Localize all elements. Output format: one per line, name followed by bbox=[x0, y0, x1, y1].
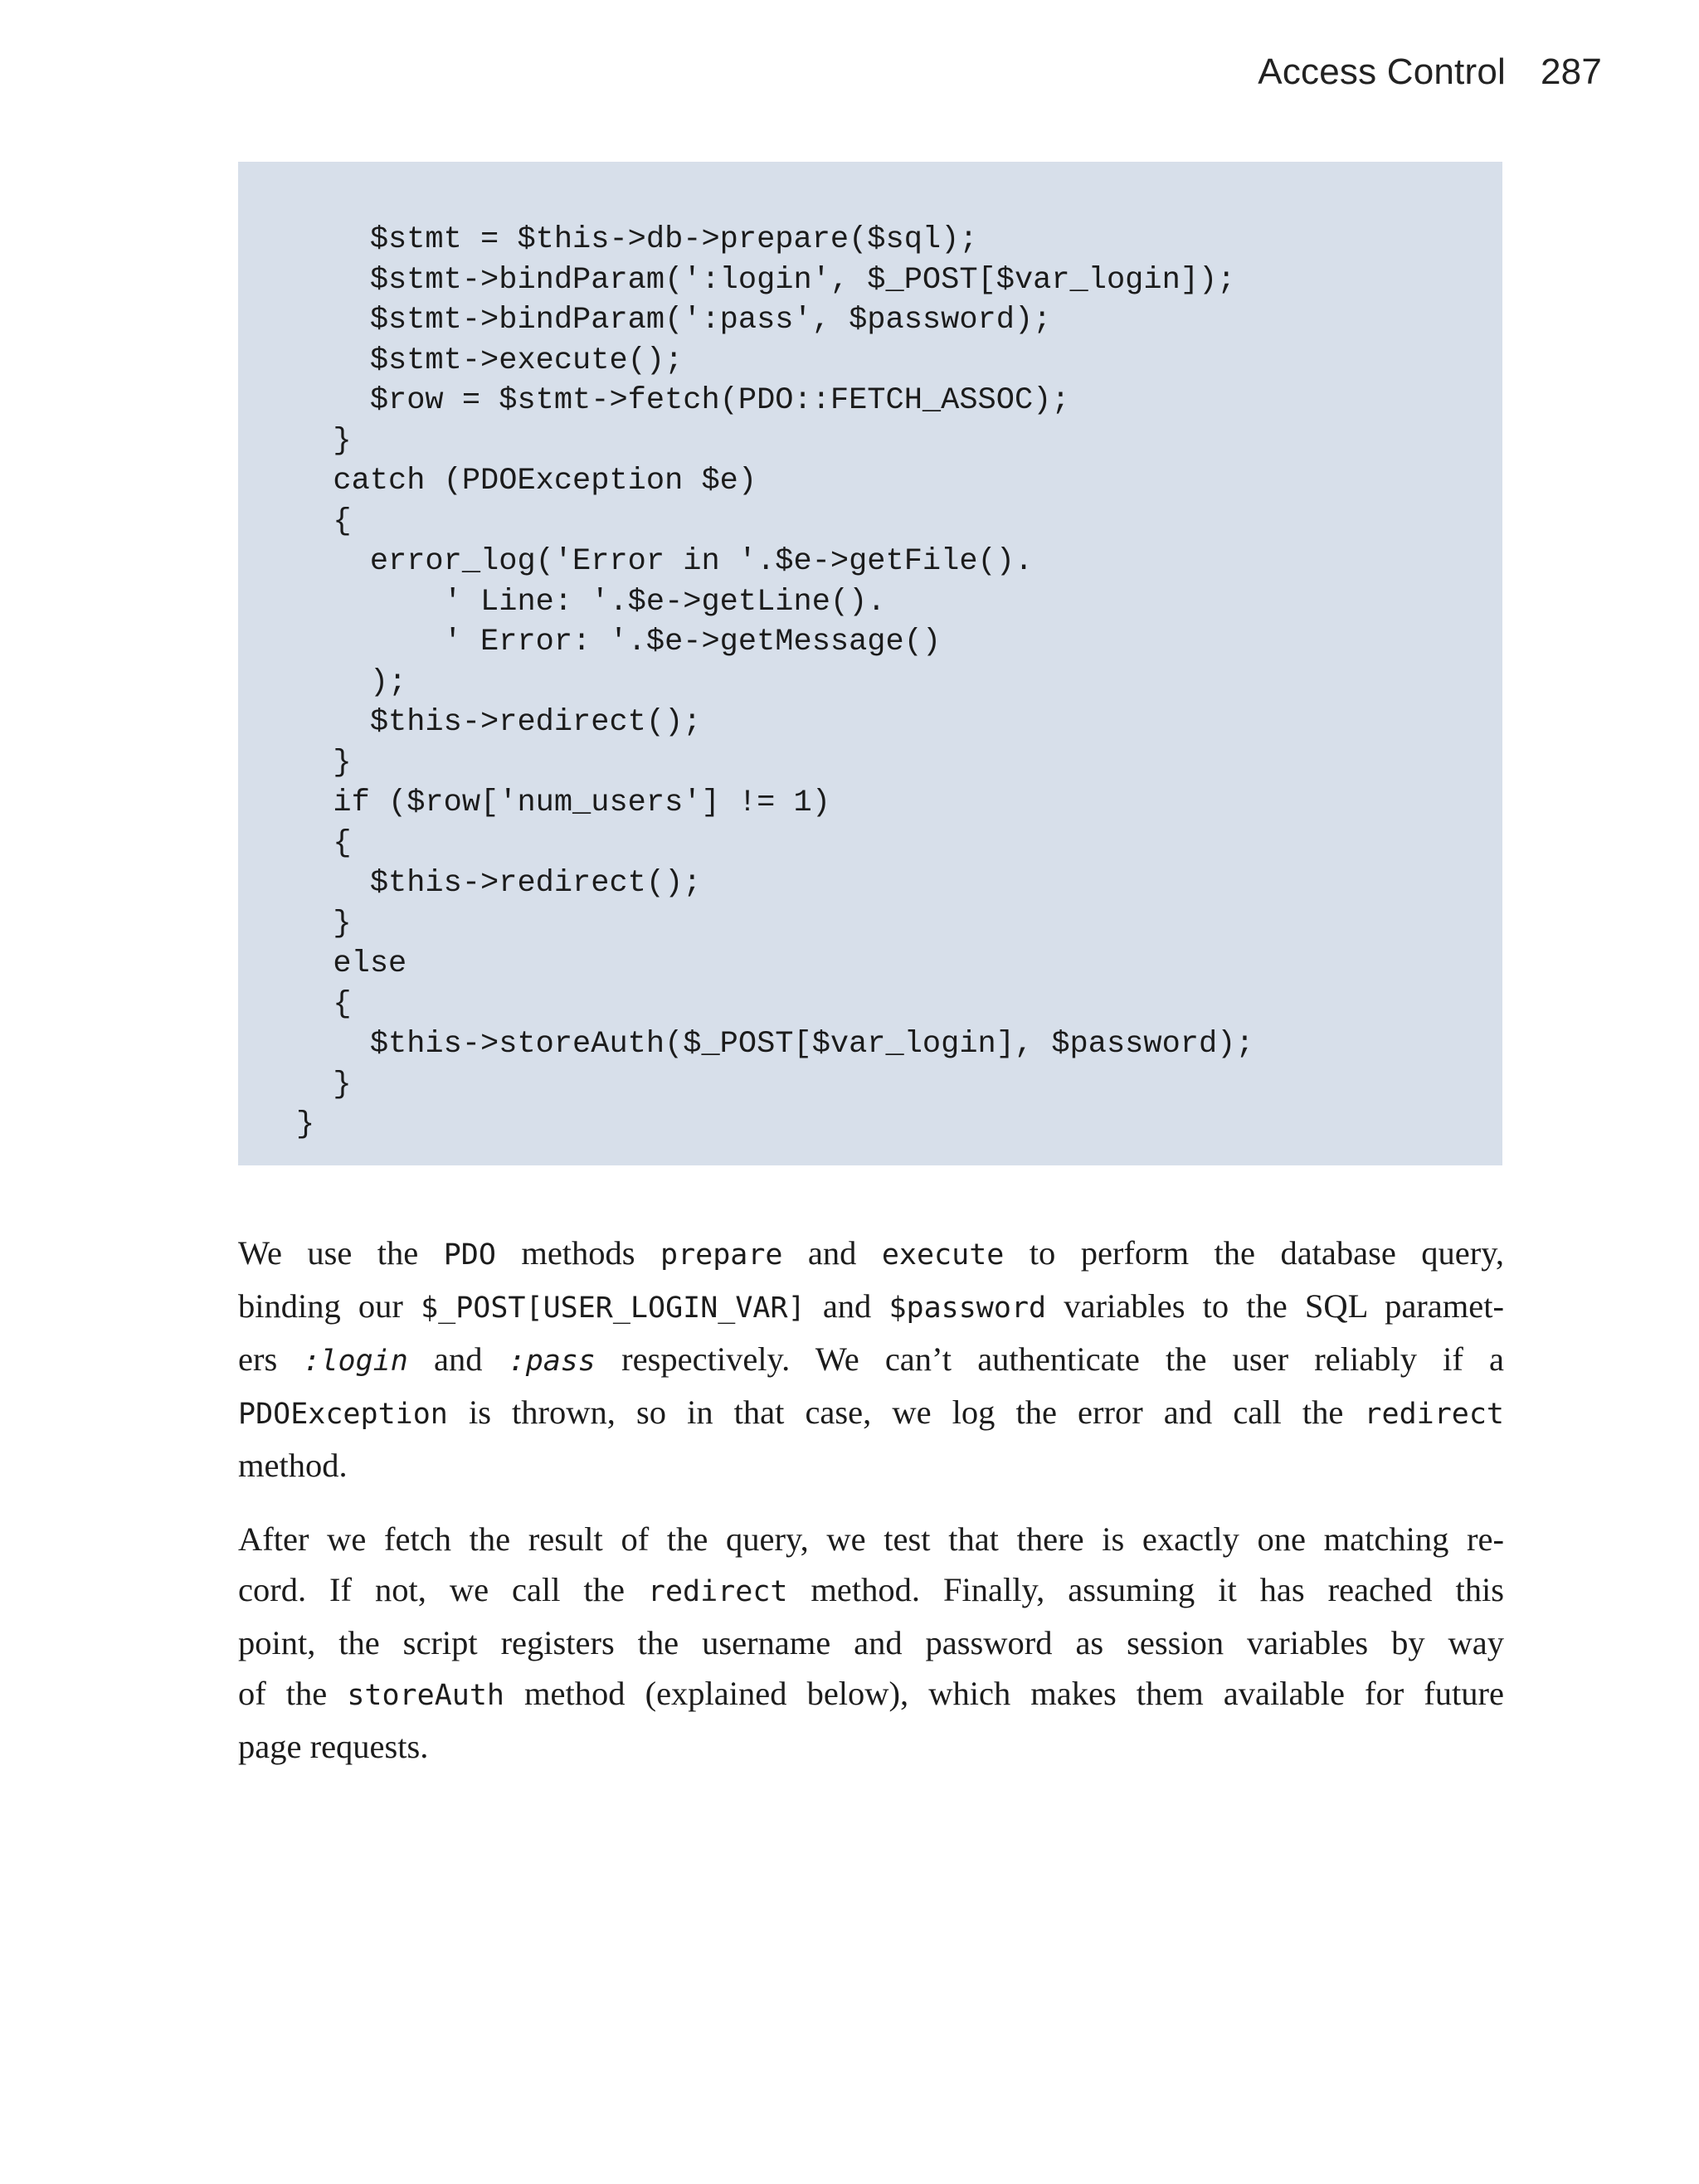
running-header bbox=[1258, 51, 1602, 93]
paragraph-line bbox=[238, 1564, 1504, 1617]
inline-code: storeAuth bbox=[347, 1679, 504, 1712]
page-number: 287 bbox=[1540, 51, 1602, 92]
code-line: ); bbox=[296, 664, 407, 700]
text-run: and bbox=[407, 1340, 509, 1378]
text-run: binding our bbox=[238, 1287, 421, 1325]
code-line: if ($row['num_users'] != 1) bbox=[296, 786, 830, 820]
code-line: $stmt->bindParam(':pass', $password); bbox=[296, 303, 1052, 338]
inline-code-italic: :login bbox=[303, 1345, 408, 1378]
paragraph-line bbox=[238, 1334, 1504, 1387]
inline-code: $password bbox=[888, 1291, 1047, 1325]
code-line: } bbox=[296, 745, 352, 781]
inline-code: redirect bbox=[647, 1575, 788, 1608]
code-listing bbox=[238, 162, 1502, 1165]
code-line: $row = $stmt->fetch(PDO::FETCH_ASSOC); bbox=[296, 383, 1070, 418]
text-run: to perform the database query, bbox=[1004, 1234, 1504, 1272]
code-line: catch (PDOException $e) bbox=[296, 464, 757, 499]
text-run: methods bbox=[495, 1234, 660, 1272]
text-run: and bbox=[805, 1287, 889, 1325]
paragraph-line bbox=[238, 1228, 1504, 1281]
paragraph-line bbox=[238, 1668, 1504, 1721]
inline-code: prepare bbox=[660, 1238, 783, 1272]
inline-code: PDOException bbox=[238, 1398, 448, 1431]
text-run: method (explained below), which makes them available for future bbox=[504, 1675, 1505, 1712]
inline-code: $_POST[USER_LOGIN_VAR] bbox=[421, 1291, 806, 1325]
code-line: { bbox=[296, 503, 352, 539]
code-line: } bbox=[296, 1107, 315, 1142]
inline-code: PDO bbox=[443, 1238, 496, 1272]
text-run: ers bbox=[238, 1340, 304, 1378]
paragraph-line: page requests. bbox=[238, 1728, 429, 1765]
code-line: ' Error: '.$e->getMessage() bbox=[296, 625, 942, 659]
text-run: We use the bbox=[238, 1234, 444, 1272]
code-line: $stmt = $this->db->prepare($sql); bbox=[296, 222, 978, 257]
paragraph-line: point, the script registers the username and password as session variables by way bbox=[238, 1624, 1504, 1661]
inline-code: redirect bbox=[1364, 1398, 1504, 1431]
inline-code-italic: :pass bbox=[508, 1345, 596, 1378]
text-run: and bbox=[782, 1234, 882, 1272]
code-line: } bbox=[296, 1067, 352, 1102]
paragraph-line: method. bbox=[238, 1447, 348, 1484]
inline-code: execute bbox=[881, 1238, 1005, 1272]
paragraph-2 bbox=[238, 1514, 1504, 1772]
text-run: is thrown, so in that case, we log the error and call the bbox=[447, 1394, 1365, 1431]
paragraph-line bbox=[238, 1281, 1504, 1334]
code-line: $this->redirect(); bbox=[296, 705, 702, 740]
code-line: } bbox=[296, 906, 352, 941]
code-line: { bbox=[296, 825, 352, 861]
code-line: error_log('Error in '.$e->getFile(). bbox=[296, 544, 1034, 579]
code-line: $stmt->execute(); bbox=[296, 343, 684, 378]
code-line: $this->storeAuth($_POST[$var_login], $password); bbox=[296, 1027, 1254, 1062]
code-line: ' Line: '.$e->getLine(). bbox=[296, 584, 886, 620]
code-line: $stmt->bindParam(':login', $_POST[$var_login]); bbox=[296, 262, 1236, 298]
code-line: { bbox=[296, 986, 352, 1022]
text-run: respectively. We can’t authenticate the user reliably if a bbox=[595, 1340, 1504, 1378]
code-line: $this->redirect(); bbox=[296, 866, 702, 901]
text-run: of the bbox=[238, 1675, 348, 1712]
code-block bbox=[296, 220, 1254, 1146]
paragraph-line bbox=[238, 1387, 1504, 1440]
code-line: else bbox=[296, 946, 407, 981]
paragraph-1 bbox=[238, 1228, 1504, 1491]
chapter-title: Access Control bbox=[1258, 51, 1506, 92]
text-run: variables to the SQL paramet- bbox=[1046, 1287, 1504, 1325]
text-run: method. Finally, assuming it has reached this bbox=[787, 1571, 1504, 1608]
code-line: } bbox=[296, 423, 352, 459]
text-run: cord. If not, we call the bbox=[238, 1571, 648, 1608]
paragraph-line: After we fetch the result of the query, we test that there is exactly one matching re- bbox=[238, 1520, 1504, 1558]
